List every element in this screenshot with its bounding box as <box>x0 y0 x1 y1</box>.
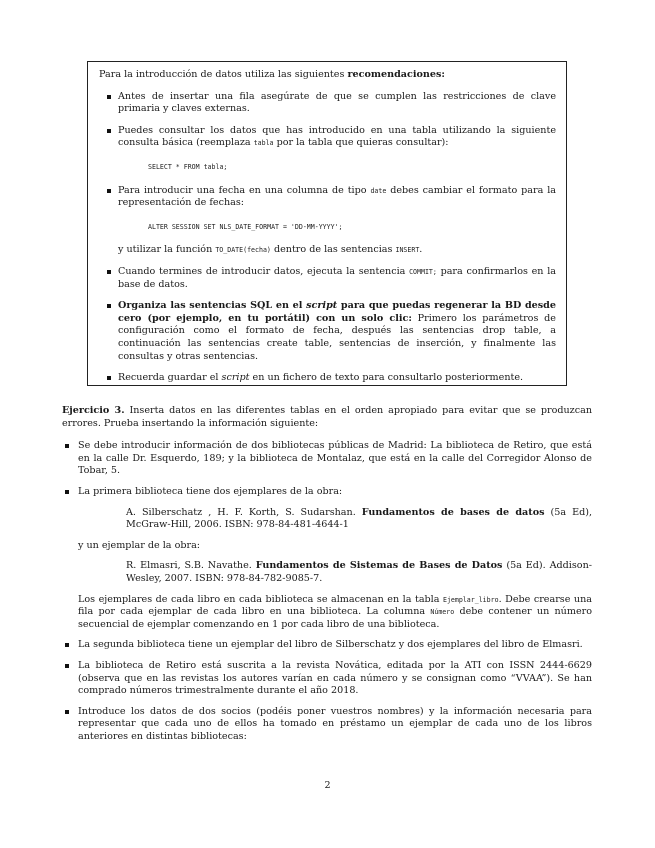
bullet-icon <box>107 270 111 274</box>
bullet-icon <box>107 129 111 133</box>
bullet-icon <box>107 376 111 380</box>
bullet-icon <box>65 490 69 494</box>
recommendations-list <box>99 91 556 234</box>
page-number: 2 <box>324 780 331 791</box>
list-item: Puedes consultar los datos que has introducido en una tabla utilizando la siguiente consulta básica (reemplaza tabla por la tabla que quieras consultar): SELECT * FROM tabla; <box>99 125 556 174</box>
list-item: Se debe introducir información de dos bibliotecas públicas de Madrid: La biblioteca de Retiro, que está en la calle Dr. Esquerdo, 189; y la biblioteca de Montalaz, que está en la calle del Corregidor Alonso de Tobar, 5. <box>62 440 592 478</box>
bullet-icon <box>65 664 69 668</box>
to-date-note: y utilizar la función TO_DATE(fecha) dentro de las sentencias INSERT. <box>118 244 423 256</box>
bullet-icon <box>107 95 111 99</box>
recommendations-box <box>87 61 567 386</box>
book-reference-silberschatz: A. Silberschatz , H. F. Korth, S. Sudarshan. Fundamentos de bases de datos (5a Ed), McGraw-Hill, 2006. ISBN: 978-84-481-4644-1 <box>126 506 592 531</box>
list-item: Para introducir una fecha en una columna de tipo date debes cambiar el formato para la representación de fechas: ALTER SESSION SET NLS_DATE_FORMAT = 'DD-MM-YYYY'; <box>99 185 556 234</box>
alter-session-code: ALTER SESSION SET NLS_DATE_FORMAT = 'DD-MM-YYYY'; <box>148 222 343 231</box>
list-item: Introduce los datos de dos socios (podéis poner vuestros nombres) y la información necesaria para representar que cada uno de ellos ha tomado en préstamo un ejemplar de cada uno de los libros anteriores en distintas bibliotecas: <box>62 706 592 744</box>
exercise-heading: Ejercicio 3. Inserta datos en las diferentes tablas en el orden apropiado para evitar que se produzcan errores. Prueba insertando la información siguiente: <box>62 405 593 429</box>
one-copy-note: y un ejemplar de la obra: <box>78 539 201 551</box>
bullet-icon <box>65 444 69 448</box>
recommendations-list-cont <box>99 266 556 385</box>
exercise-section <box>62 405 592 743</box>
box-intro: Para la introducción de datos utiliza las siguientes recomendaciones: <box>99 69 445 80</box>
exercise-list <box>62 440 592 743</box>
bullet-icon <box>107 304 111 308</box>
bullet-icon <box>65 643 69 647</box>
list-item: Organiza las sentencias SQL en el script para que puedas regenerar la BD desde cero (por ejemplo, en tu portátil) con un solo clic: Primero los parámetros de configuración como el formato de fecha, después las sentencias drop table, a continuación las sentencias create table, sentencias de inserción, y finalmente las consultas y otras sentencias. <box>99 300 556 363</box>
list-item: Recuerda guardar el script en un fichero de texto para consultarlo posteriormente. <box>99 372 556 385</box>
list-item: La biblioteca de Retiro está suscrita a la revista Novática, editada por la ATI con ISSN 2444-6629 (observa que en las revistas los autores varían en cada número y se consignan como “VVAA”). Se han comprado números trimestralmente durante el año 2018. <box>62 660 592 698</box>
list-item: La segunda biblioteca tiene un ejemplar del libro de Silberschatz y dos ejemplares del libro de Elmasri. <box>62 639 592 652</box>
select-code: SELECT * FROM tabla; <box>148 162 228 171</box>
bullet-icon <box>65 710 69 714</box>
list-item: La primera biblioteca tiene dos ejemplares de la obra: A. Silberschatz , H. F. Korth, S. Sudarshan. Fundamentos de bases de datos (5a Ed), McGraw-Hill, 2006. ISBN: 978-84-481-4644-1 y un ejemplar de la obra: R. Elmasri, S.B. Navathe. Fundamentos de Sistemas de Bases de Datos (5a Ed). Addison-Wesley, 2007. ISBN: 978-84-782-9085-7. Los ejemplares de cada libro en cada biblioteca se almacenan en la tabla Ejemplar_libro. Debe crearse una fila por cada ejemplar de cada libro en una biblioteca. La columna Número debe contener un número secuencial de ejemplar comenzando en 1 por cada libro de una biblioteca. <box>62 486 592 631</box>
list-item: Cuando termines de introducir datos, ejecuta la sentencia COMMIT; para confirmarlos en la base de datos. <box>99 266 556 291</box>
book-reference-elmasri: R. Elmasri, S.B. Navathe. Fundamentos de Sistemas de Bases de Datos (5a Ed). Addison-Wesley, 2007. ISBN: 978-84-782-9085-7. <box>126 560 592 584</box>
copies-explanation: Los ejemplares de cada libro en cada biblioteca se almacenan en la tabla Ejemplar_libro. Debe crearse una fila por cada ejemplar de cada libro en una biblioteca. La columna Número debe contener un número secuencial de ejemplar comenzando en 1 por cada libro de una biblioteca. <box>78 593 592 630</box>
list-item: Antes de insertar una fila asegúrate de que se cumplen las restricciones de clave primaria y claves externas. <box>99 91 556 116</box>
bullet-icon <box>107 189 111 193</box>
